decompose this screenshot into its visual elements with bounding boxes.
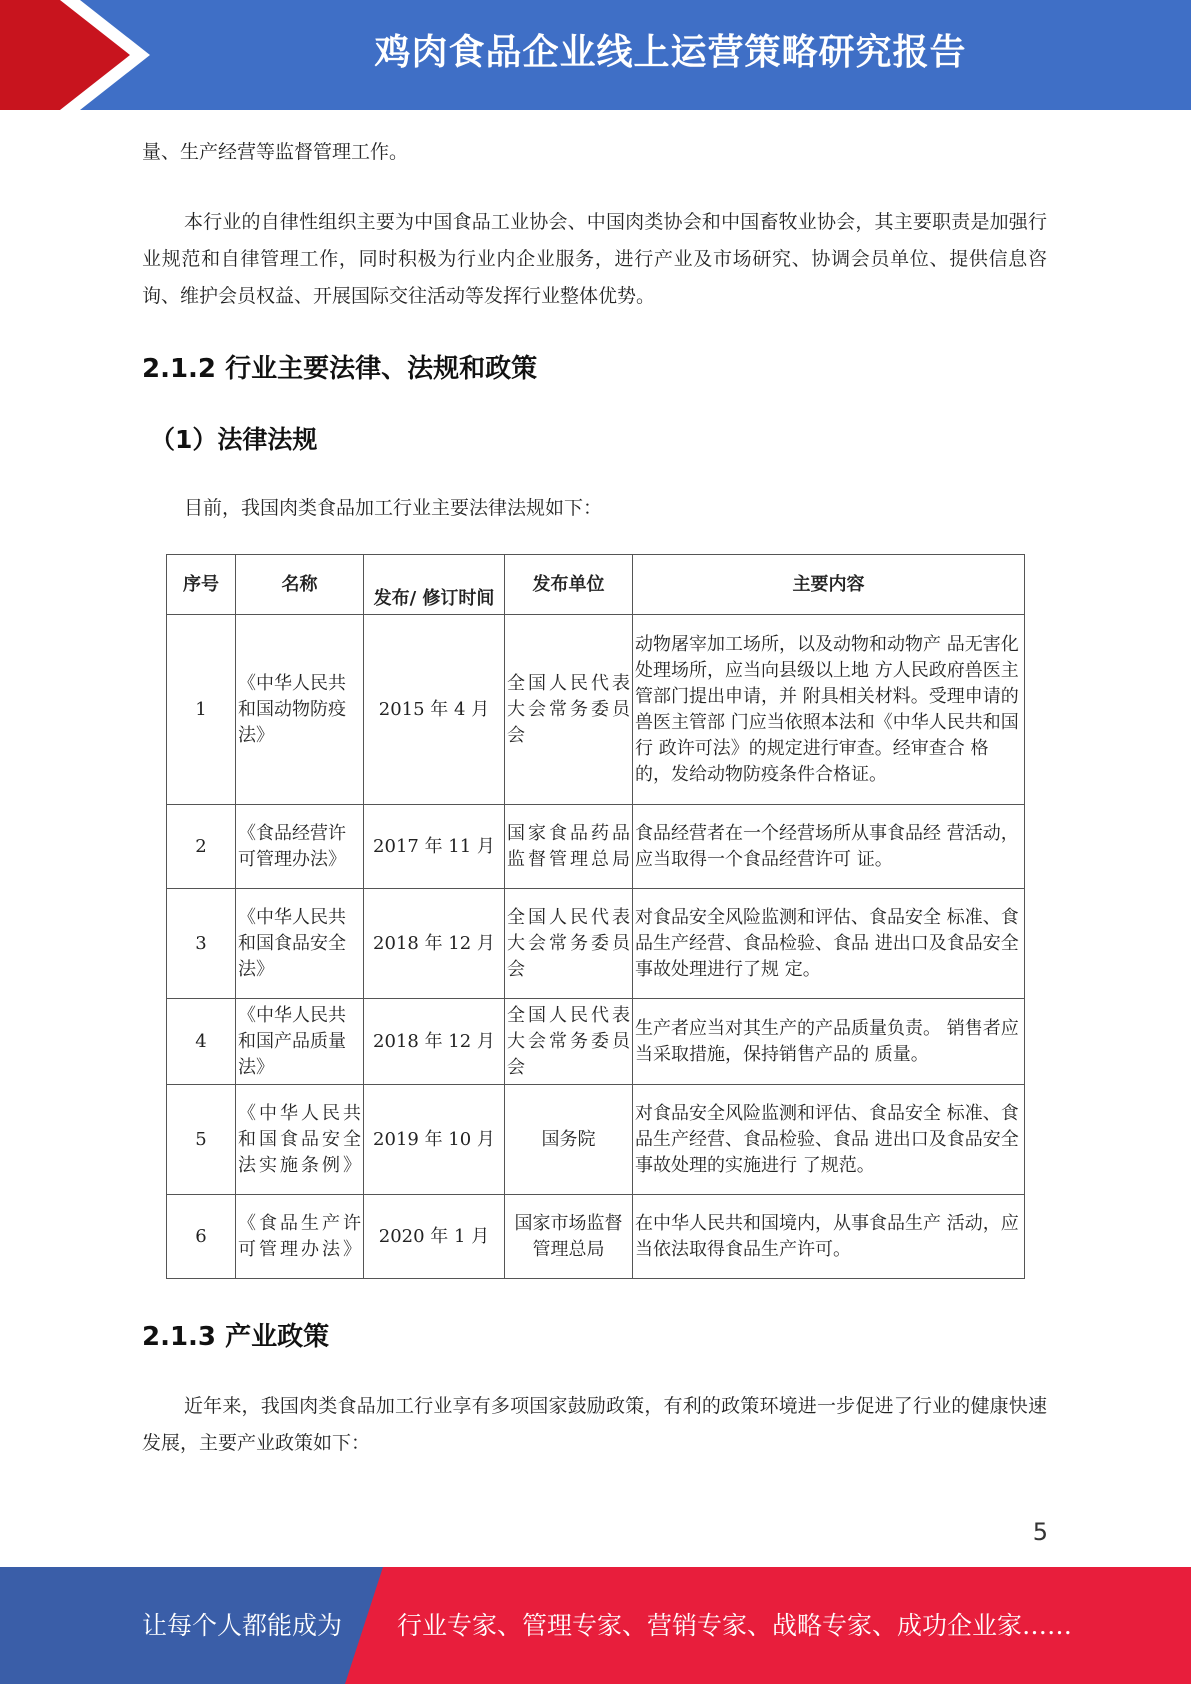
footer-slogan-right: 行业专家、管理专家、营销专家、战略专家、成功企业家…… — [397, 1611, 1073, 1640]
cell-time: 2020 年 1 月 — [364, 1195, 505, 1279]
paragraph-policy-intro: 近年来，我国肉类食品加工行业享有多项国家鼓励政策，有利的政策环境进一步促进了行业的健康快速发展，主要产业政策如下： — [142, 1395, 1047, 1454]
report-title: 鸡肉食品企业线上运营策略研究报告 — [374, 32, 967, 73]
section-heading-2-1-2: 2.1.2 行业主要法律、法规和政策 — [142, 354, 538, 384]
cell-issuer: 国务院 — [505, 1085, 633, 1195]
cell-issuer: 国家食品药品监督管理总局 — [505, 805, 633, 889]
cell-no: 3 — [167, 889, 236, 999]
page-header — [0, 0, 1191, 110]
table-row — [167, 889, 1025, 999]
paragraph-continuation: 量、生产经营等监督管理工作。 — [142, 141, 409, 163]
cell-content: 对食品安全风险监测和评估、食品安全 标准、食品生产经营、食品检验、食品 进出口及食品安全事故处理的实施进行 了规范。 — [633, 1085, 1025, 1195]
cell-time: 2018 年 12 月 — [364, 889, 505, 999]
cell-no: 2 — [167, 805, 236, 889]
subsection-heading-laws: （1）法律法规 — [150, 425, 318, 454]
cell-name: 《中华人民共和国食品安全法》 — [236, 889, 364, 999]
cell-content: 在中华人民共和国境内，从事食品生产 活动，应当依法取得食品生产许可。 — [633, 1195, 1025, 1279]
cell-content: 动物屠宰加工场所，以及动物和动物产 品无害化处理场所，应当向县级以上地 方人民政府兽医主管部门提出申请，并 附具相关材料。受理申请的兽医主管部 门应当依照本法和《中华人民共和国行 政许可法》的规定进行审查。经审查合 格的，发给动物防疫条件合格证。 — [633, 615, 1025, 805]
cell-name: 《中华人民共和国食品安全法实施条例》 — [236, 1085, 364, 1195]
section-heading-2-1-3: 2.1.3 产业政策 — [142, 1322, 330, 1352]
footer-slogan-left: 让每个人都能成为 — [142, 1611, 343, 1640]
cell-content: 对食品安全风险监测和评估、食品安全 标准、食品生产经营、食品检验、食品 进出口及食品安全事故处理进行了规 定。 — [633, 889, 1025, 999]
cell-time: 2015 年 4 月 — [364, 615, 505, 805]
column-header-name: 名称 — [236, 555, 364, 615]
paragraph-laws-intro: 目前，我国肉类食品加工行业主要法律法规如下： — [184, 497, 603, 519]
cell-name: 《食品经营许可管理办法》 — [236, 805, 364, 889]
cell-no: 5 — [167, 1085, 236, 1195]
paragraph-self-regulation: 本行业的自律性组织主要为中国食品工业协会、中国肉类协会和中国畜牧业协会，其主要职责是加强行业规范和自律管理工作，同时积极为行业内企业服务，进行产业及市场研究、协调会员单位、提供信息咨询、维护会员权益、开展国际交往活动等发挥行业整体优势。 — [142, 211, 1047, 307]
cell-name: 《食品生产许可管理办法》 — [236, 1195, 364, 1279]
cell-issuer: 全国人民代表大会常务委员会 — [505, 889, 633, 999]
column-header-time: 发布/ 修订时间 — [364, 555, 505, 615]
cell-no: 4 — [167, 999, 236, 1085]
cell-issuer: 全国人民代表大会常务委员会 — [505, 999, 633, 1085]
cell-issuer: 国家市场监督管理总局 — [505, 1195, 633, 1279]
table-row — [167, 805, 1025, 889]
header-red-arrow — [0, 0, 130, 110]
cell-no: 6 — [167, 1195, 236, 1279]
page-number: 5 — [1032, 1518, 1048, 1546]
table-header-row — [167, 555, 1025, 615]
cell-name: 《中华人民共和国动物防疫法》 — [236, 615, 364, 805]
cell-issuer: 全国人民代表大会常务委员会 — [505, 615, 633, 805]
cell-time: 2019 年 10 月 — [364, 1085, 505, 1195]
cell-no: 1 — [167, 615, 236, 805]
cell-time: 2018 年 12 月 — [364, 999, 505, 1085]
table-row — [167, 999, 1025, 1085]
cell-name: 《中华人民共和国产品质量法》 — [236, 999, 364, 1085]
table-row — [167, 1085, 1025, 1195]
column-header-no: 序号 — [167, 555, 236, 615]
cell-content: 生产者应当对其生产的产品质量负责。 销售者应当采取措施，保持销售产品的 质量。 — [633, 999, 1025, 1085]
table-row — [167, 1195, 1025, 1279]
cell-content: 食品经营者在一个经营场所从事食品经 营活动，应当取得一个食品经营许可 证。 — [633, 805, 1025, 889]
column-header-issuer: 发布单位 — [505, 555, 633, 615]
cell-time: 2017 年 11 月 — [364, 805, 505, 889]
page-footer — [0, 1567, 1191, 1684]
laws-table — [166, 554, 1025, 1279]
table-row — [167, 615, 1025, 805]
column-header-content: 主要内容 — [633, 555, 1025, 615]
